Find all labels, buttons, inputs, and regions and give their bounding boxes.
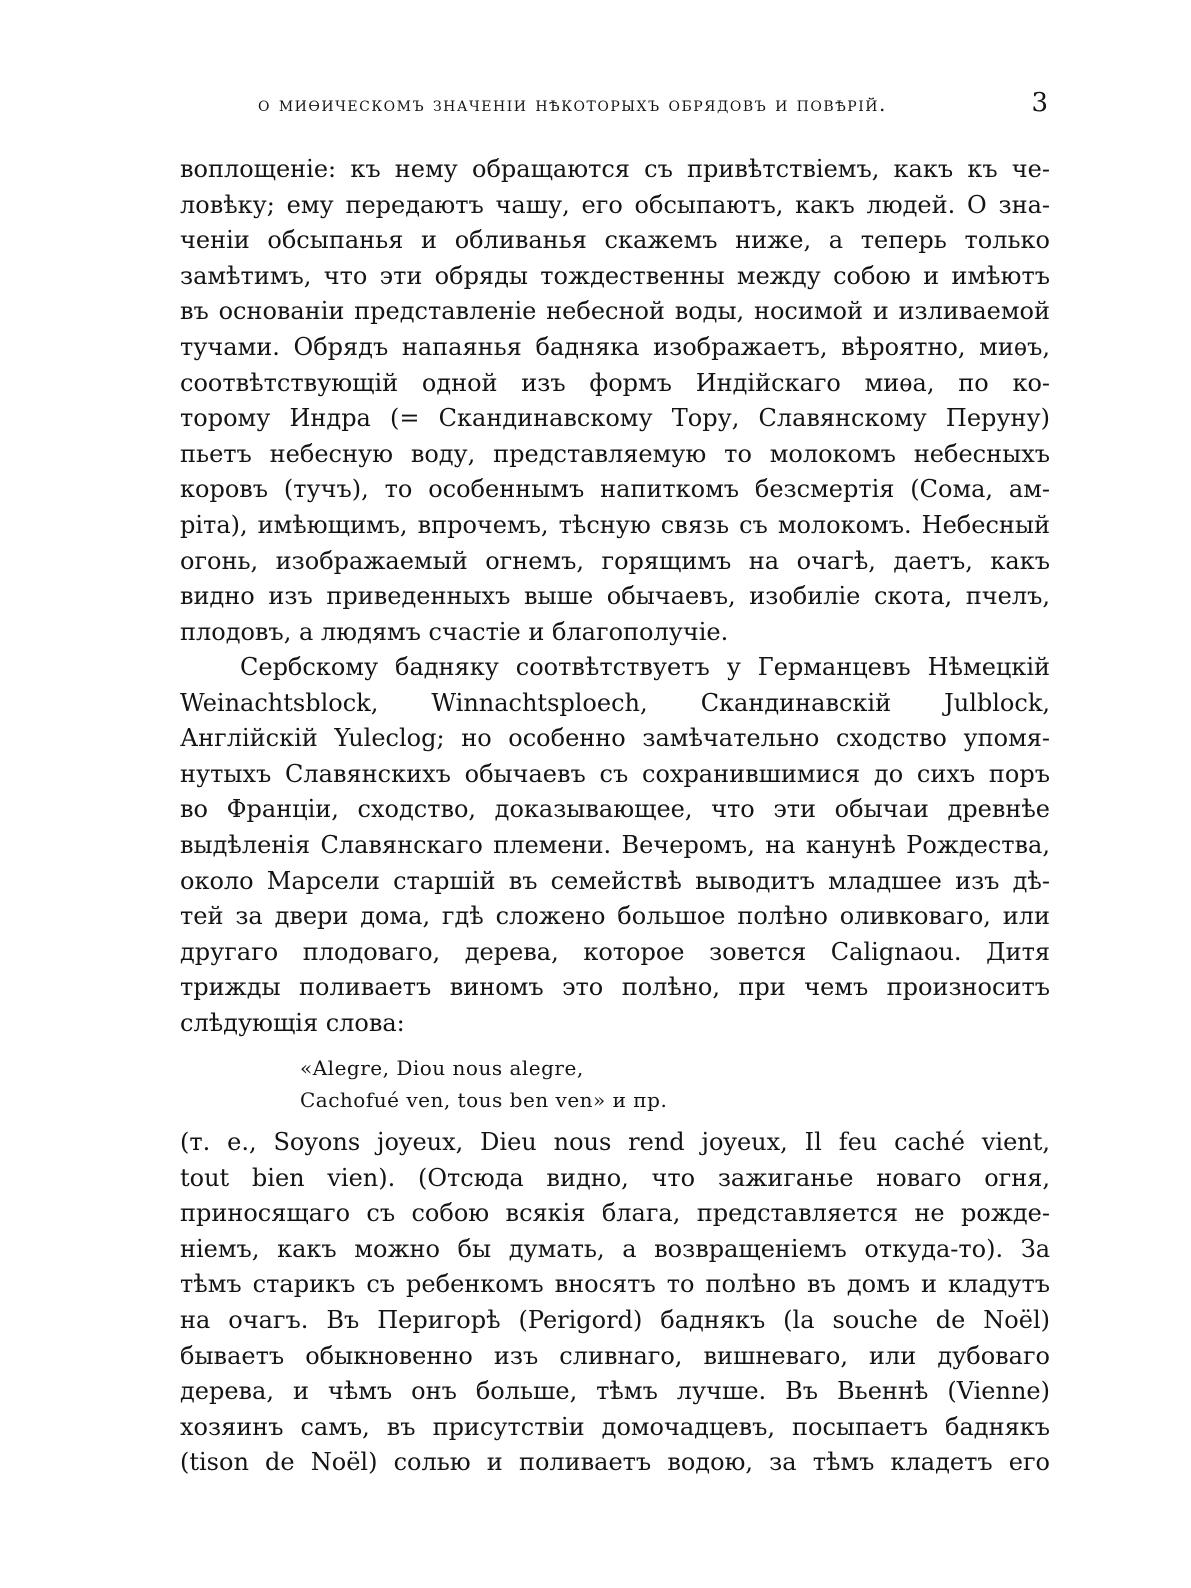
text-line: пьетъ небесную воду, представляемую то молокомъ небесныхъ	[180, 439, 1050, 468]
verse-line: Cachofué ven, tous ben ven» и пр.	[300, 1088, 668, 1112]
text-line: воплощенiе: къ нему обращаются съ привѣтствiемъ, какъ къ че-	[180, 155, 1050, 183]
paragraph	[180, 1125, 1050, 1481]
text-line: Weinachtsblock, Winnachtsploech, Скандинавскiй Julblock,	[180, 688, 1050, 717]
text-line: около Марсели старшiй въ семействѣ выводитъ младшее изъ дѣ-	[180, 866, 1050, 895]
text-line: другаго плодоваго, дерева, которое зовется Calignaou. Дитя	[180, 937, 1050, 966]
verse-quotation	[300, 1052, 667, 1116]
paragraph	[180, 650, 1050, 1042]
text-line: трижды поливаетъ виномъ это полѣно, при чемъ произноситъ	[180, 973, 1050, 1002]
text-line: бываетъ обыкновенно изъ сливнаго, вишневаго, или дубоваго	[180, 1341, 1050, 1370]
paragraph	[180, 152, 1050, 650]
running-head	[258, 88, 1048, 118]
text-line: плодовъ, а людямъ счастiе и благополучiе.	[180, 617, 729, 646]
page-number: 3	[1031, 88, 1048, 118]
text-line: тей за двери дома, гдѣ сложено большое полѣно оливковаго, или	[180, 902, 1050, 931]
text-line: (т. е., Soyons joyeux, Dieu nous rend joyeux, Il feu caché vient,	[180, 1128, 1050, 1156]
text-line: слѣдующiя слова:	[180, 1008, 405, 1037]
verse-line: «Alegre, Diou nous alegre,	[300, 1056, 584, 1080]
text-line: во Францiи, сходство, доказывающее, что эти обычаи древнѣе	[180, 795, 1050, 824]
text-line: выдѣленiя Славянскаго племени. Вечеромъ, на канунѣ Рождества,	[180, 830, 1050, 859]
text-line: tout bien vien). (Отсюда видно, что зажиганье новаго огня,	[180, 1163, 1050, 1192]
text-line: рiта), имѣющимъ, впрочемъ, тѣсную связь съ молокомъ. Небесный	[180, 510, 1050, 539]
text-line: коровъ (тучъ), то особеннымъ напиткомъ безсмертiя (Сома, ам-	[180, 475, 1050, 504]
text-line: Англiйскiй Yuleclog; но особенно замѣчательно сходство упомя-	[180, 724, 1050, 753]
text-line: ловѣку; ему передаютъ чашу, его обсыпаютъ, какъ людей. О зна-	[180, 190, 1050, 219]
text-line: нутыхъ Славянскихъ обычаевъ съ сохранившимися до сихъ поръ	[180, 759, 1050, 788]
text-line: приносящаго съ собою всякiя блага, представляется не рожде-	[180, 1199, 1050, 1228]
text-line: (tison de Noël) солью и поливаетъ водою, за тѣмъ кладетъ его	[180, 1448, 1050, 1477]
running-head-title: о миѳическомъ значенiи нѣкоторыхъ обрядовъ и повѣрiй.	[258, 92, 887, 116]
text-line: тѣмъ старикъ съ ребенкомъ вносятъ то полѣно въ домъ и кладутъ	[180, 1270, 1050, 1299]
text-line: видно изъ приведенныхъ выше обычаевъ, изобилiе скота, пчелъ,	[180, 582, 1050, 611]
text-line: дерева, и чѣмъ онъ больше, тѣмъ лучше. Въ Вьеннѣ (Vienne)	[180, 1377, 1050, 1406]
text-line: нiемъ, какъ можно бы думать, а возвращенiемъ откуда-то). За	[180, 1234, 1050, 1263]
text-line: хозяинъ самъ, въ присутствiи домочадцевъ, посыпаетъ баднякъ	[180, 1412, 1050, 1441]
text-line: соотвѣтствующiй одной изъ формъ Индiйскаго миѳа, по ко-	[180, 368, 1050, 397]
text-line: Сербскому бадняку соотвѣтствуетъ у Германцевъ Нѣмецкiй	[240, 653, 1050, 681]
text-line: ченiи обсыпанья и обливанья скажемъ ниже, а теперь только	[180, 226, 1050, 255]
text-line: тучами. Обрядъ напаянья бадняка изображаетъ, вѣроятно, миѳъ,	[180, 332, 1050, 361]
text-line: торому Индра (= Скандинавскому Тору, Славянскому Перуну)	[180, 404, 1050, 433]
text-line: въ основанiи представленiе небесной воды, носимой и изливаемой	[180, 297, 1050, 326]
text-line: огонь, изображаемый огнемъ, горящимъ на очагѣ, даетъ, какъ	[180, 546, 1050, 575]
text-line: замѣтимъ, что эти обряды тождественны между собою и имѣютъ	[180, 261, 1050, 290]
text-line: на очагъ. Въ Перигорѣ (Perigord) баднякъ (la souche de Noël)	[180, 1305, 1050, 1334]
